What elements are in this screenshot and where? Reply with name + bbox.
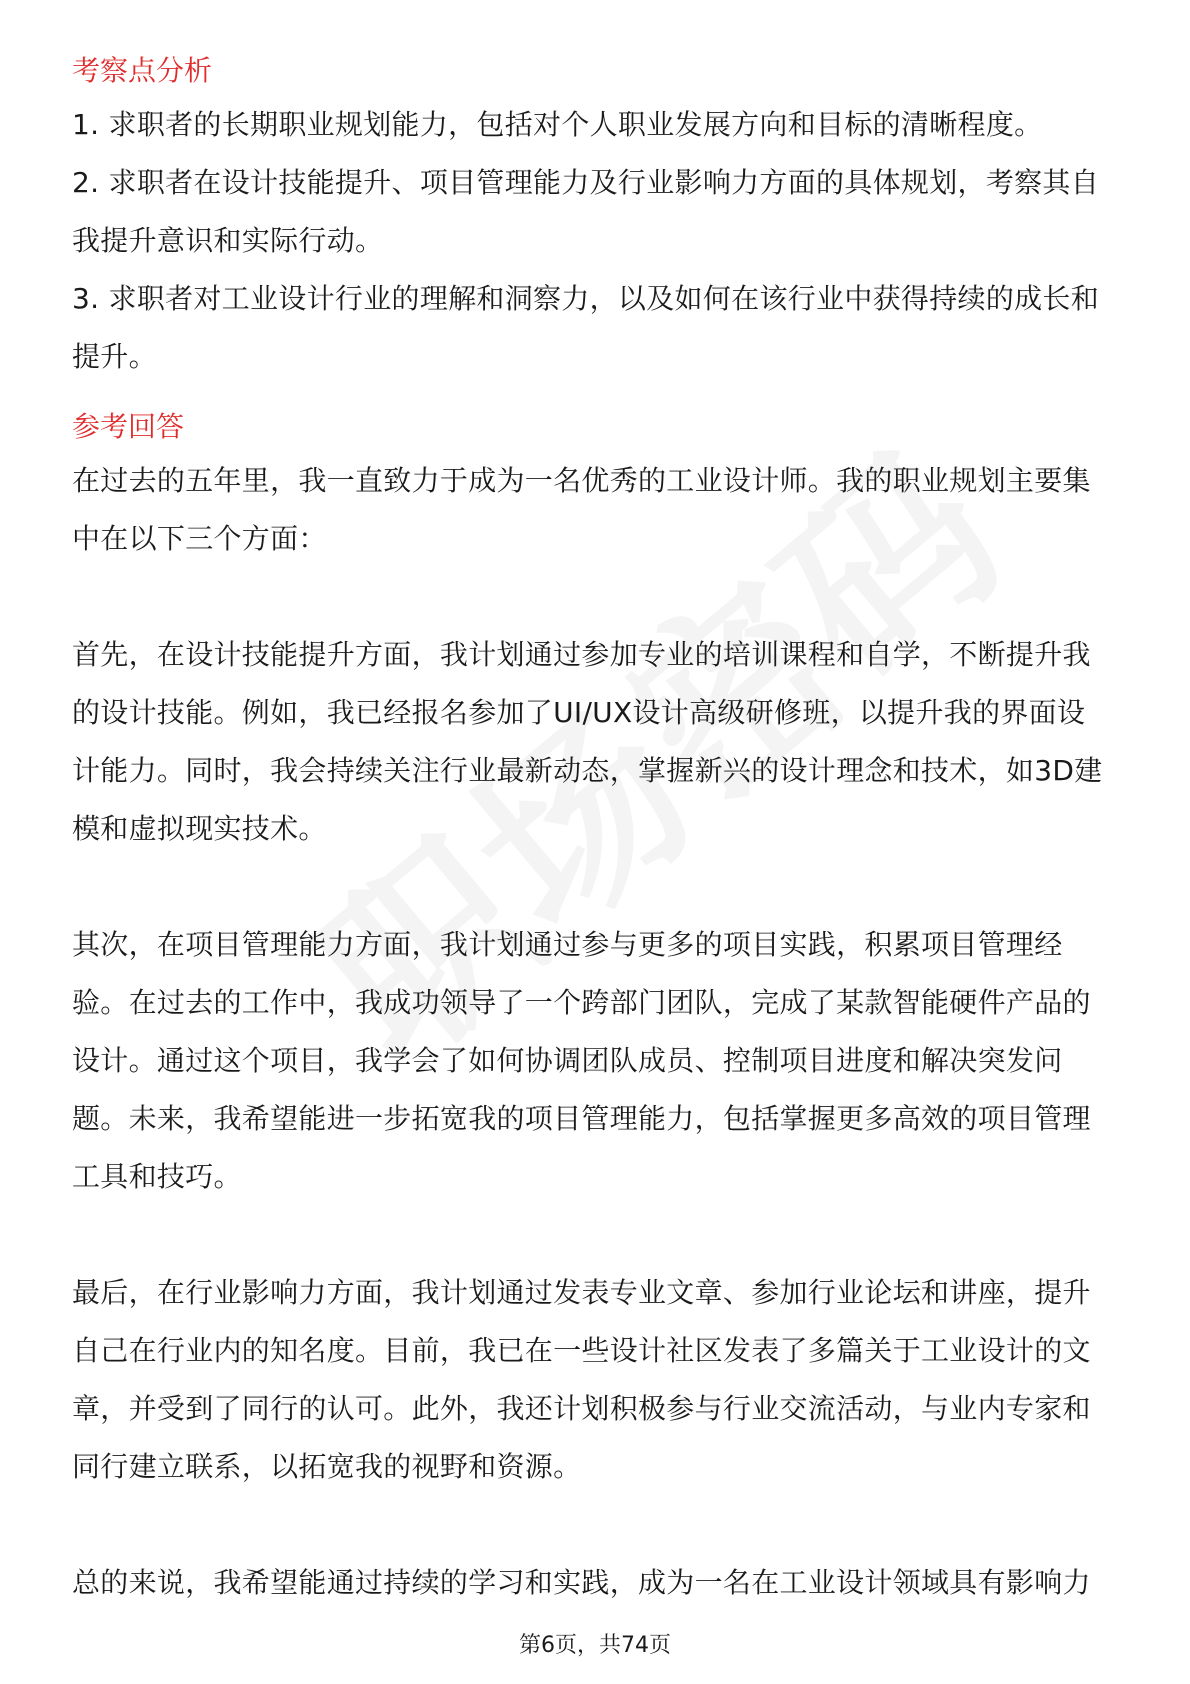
answer-line: 题。未来，我希望能进一步拓宽我的项目管理能力，包括掌握更多高效的项目管理 xyxy=(72,1102,1091,1135)
answer-line: 章，并受到了同行的认可。此外，我还计划积极参与行业交流活动，与业内专家和 xyxy=(72,1392,1091,1425)
answer-intro xyxy=(72,452,1122,568)
analysis-line: 提升。 xyxy=(72,340,157,373)
answer-line: 自己在行业内的知名度。目前，我已在一些设计社区发表了多篇关于工业设计的文 xyxy=(72,1334,1091,1367)
answer-line: 计能力。同时，我会持续关注行业最新动态，掌握新兴的设计理念和技术，如3D建 xyxy=(72,754,1103,787)
answer-line: 在过去的五年里，我一直致力于成为一名优秀的工业设计师。我的职业规划主要集 xyxy=(72,464,1091,497)
answer-line: 其次，在项目管理能力方面，我计划通过参与更多的项目实践，积累项目管理经 xyxy=(72,928,1063,961)
answer-line: 最后，在行业影响力方面，我计划通过发表专业文章、参加行业论坛和讲座，提升 xyxy=(72,1276,1091,1309)
analysis-list xyxy=(72,96,1122,386)
answer-line: 中在以下三个方面： xyxy=(72,522,327,555)
page-content xyxy=(72,46,1122,1612)
answer-line: 的设计技能。例如，我已经报名参加了UI/UX设计高级研修班，以提升我的界面设 xyxy=(72,696,1086,729)
answer-line: 验。在过去的工作中，我成功领导了一个跨部门团队，完成了某款智能硬件产品的 xyxy=(72,986,1091,1019)
answer-paragraph-influence xyxy=(72,1264,1122,1496)
answer-line: 设计。通过这个项目，我学会了如何协调团队成员、控制项目进度和解决突发问 xyxy=(72,1044,1063,1077)
analysis-heading: 考察点分析 xyxy=(72,54,213,87)
answer-heading: 参考回答 xyxy=(72,410,185,443)
answer-line: 总的来说，我希望能通过持续的学习和实践，成为一名在工业设计领域具有影响力 xyxy=(72,1566,1091,1599)
analysis-line: 我提升意识和实际行动。 xyxy=(72,224,384,257)
answer-paragraph-summary xyxy=(72,1554,1122,1612)
answer-line: 首先，在设计技能提升方面，我计划通过参加专业的培训课程和自学，不断提升我 xyxy=(72,638,1091,671)
analysis-line: 1. 求职者的长期职业规划能力，包括对个人职业发展方向和目标的清晰程度。 xyxy=(72,108,1043,141)
answer-line: 同行建立联系，以拓宽我的视野和资源。 xyxy=(72,1450,582,1483)
answer-line: 模和虚拟现实技术。 xyxy=(72,812,327,845)
answer-paragraph-project xyxy=(72,916,1122,1206)
analysis-line: 3. 求职者对工业设计行业的理解和洞察力，以及如何在该行业中获得持续的成长和 xyxy=(72,282,1100,315)
analysis-line: 2. 求职者在设计技能提升、项目管理能力及行业影响力方面的具体规划，考察其自 xyxy=(72,166,1100,199)
answer-line: 工具和技巧。 xyxy=(72,1160,242,1193)
page-number: 第6页，共74页 xyxy=(519,1633,671,1658)
answer-paragraph-skills xyxy=(72,626,1122,858)
